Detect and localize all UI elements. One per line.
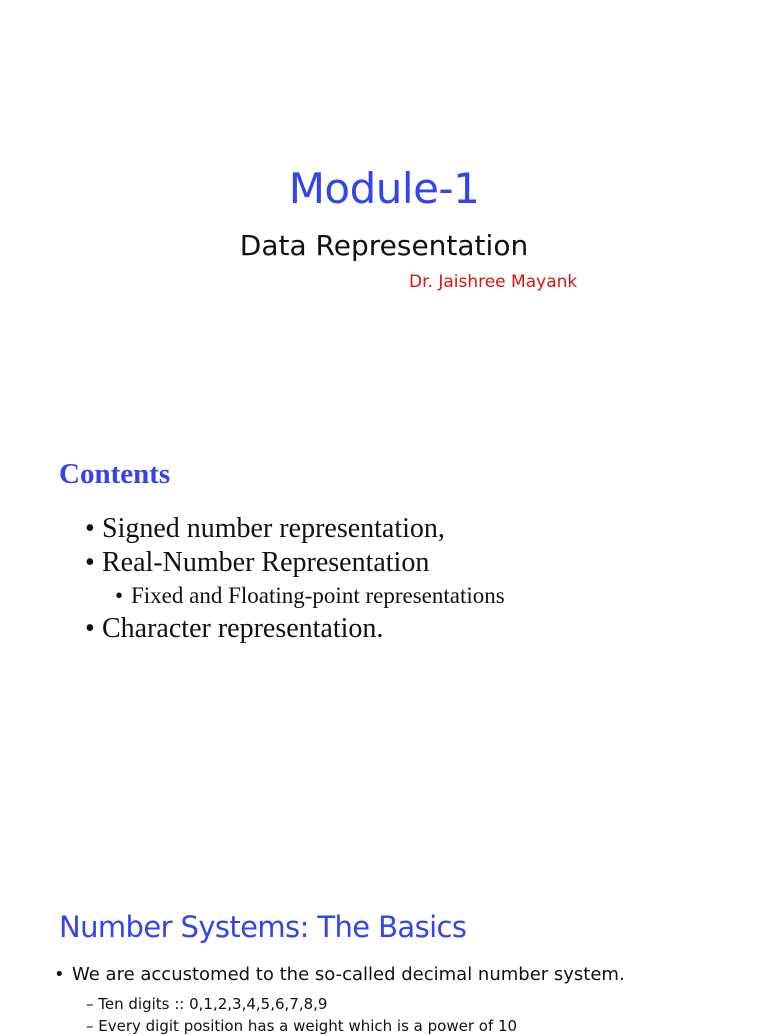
list-item bbox=[0, 512, 768, 546]
number-systems-slide bbox=[0, 890, 768, 1035]
contents-list bbox=[0, 512, 768, 646]
list-item-text: Real-Number Representation bbox=[102, 547, 430, 578]
contents-heading: Contents bbox=[59, 458, 171, 490]
list-item-text: Fixed and Floating-point representations bbox=[131, 583, 505, 608]
bullet-dot: • bbox=[85, 613, 95, 644]
author-name: Dr. Jaishree Mayank bbox=[409, 272, 578, 292]
bullet-dot: • bbox=[115, 583, 124, 608]
bullet-dot: • bbox=[85, 513, 95, 544]
module-subtitle: Data Representation bbox=[239, 229, 529, 262]
bullet-dot: • bbox=[54, 964, 65, 985]
number-systems-bullet: We are accustomed to the so-called decimal number system. bbox=[72, 964, 625, 985]
title-slide bbox=[0, 0, 768, 420]
module-title: Module-1 bbox=[288, 164, 480, 213]
number-systems-heading: Number Systems: The Basics bbox=[59, 910, 467, 944]
list-item bbox=[0, 612, 768, 646]
list-item-text: Character representation. bbox=[102, 613, 384, 644]
list-item bbox=[0, 580, 768, 612]
number-systems-sub-item: – Ten digits :: 0,1,2,3,4,5,6,7,8,9 bbox=[86, 995, 328, 1013]
number-systems-sub-item: – Every digit position has a weight which is a power of 10 bbox=[86, 1017, 518, 1035]
list-item bbox=[0, 546, 768, 580]
bullet-dot: • bbox=[85, 547, 95, 578]
contents-slide bbox=[0, 420, 768, 890]
list-item-text: Signed number representation, bbox=[102, 513, 445, 544]
